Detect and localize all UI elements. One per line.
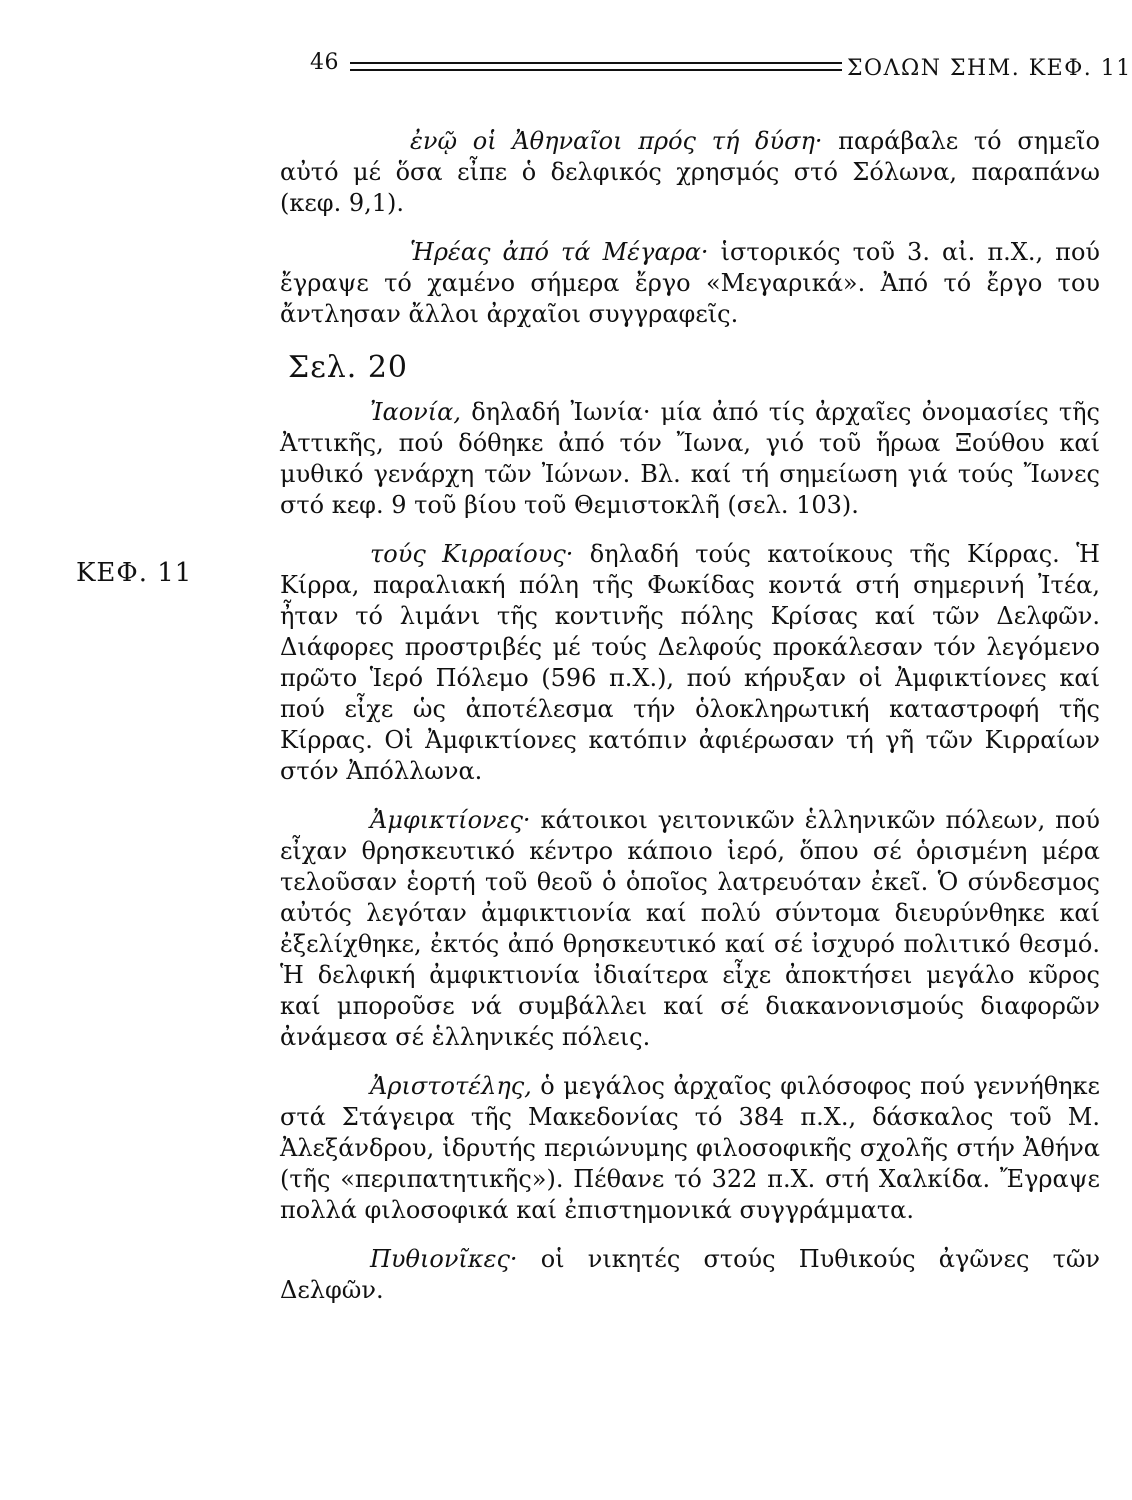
- note-text: δηλαδή τούς κατοίκους τῆς Κίρρας. Ἡ Κίρρα, παραλιακή πόλη τῆς Φωκίδας κοντά στή σημερινή Ἰτέα, ἦταν τό λιμάνι τῆς κοντινῆς πόλης Κρίσας καί τῶν Δελφῶν. Διάφορες προστριβές μέ τούς Δελφούς προκάλεσαν τόν λεγόμενο πρῶτο Ἱερό Πόλεμο (596 π.Χ.), πού κήρυξαν οἱ Ἀμφικτίονες καί πού εἶχε ὡς ἀποτέλεσμα τήν ὁλοκληρωτική καταστροφή τῆς Κίρρας. Οἱ Ἀμφικτίονες κατόπιν ἀφιέρωσαν τή γῆ τῶν Κιρραίων στόν Ἀπόλλωνα.: [280, 540, 1100, 785]
- note-term: ἐνῷ οἱ Ἀθηναῖοι πρός τή δύση·: [410, 127, 823, 155]
- margin-chapter-label: ΚΕΦ. 11: [76, 558, 193, 588]
- note-entry: [280, 1071, 1100, 1226]
- note-entry: [280, 539, 1100, 787]
- note-text: δηλαδή Ἰωνία· μία ἀπό τίς ἀρχαῖες ὀνομασίες τῆς Ἀττικῆς, πού δόθηκε ἀπό τόν Ἴωνα, γιό τοῦ ἥρωα Ξούθου καί μυθικό γενάρχη τῶν Ἰώνων. Βλ. καί τή σημείωση γιά τούς Ἴωνες στό κεφ. 9 τοῦ βίου τοῦ Θεμιστοκλῆ (σελ. 103).: [280, 398, 1100, 519]
- header-double-rule: [350, 62, 842, 71]
- note-term: Ἀμφικτίονες·: [370, 806, 531, 834]
- note-term: Ἀριστοτέλης,: [370, 1072, 532, 1100]
- running-title: ΣΟΛΩΝ ΣΗΜ. ΚΕΦ. 11: [847, 56, 1132, 81]
- note-entry: [280, 397, 1100, 521]
- note-entry: [280, 1244, 1100, 1306]
- notes-column: [280, 126, 1100, 1324]
- note-text: κάτοικοι γειτονικῶν ἑλληνικῶν πόλεων, πού εἶχαν θρησκευτικό κέντρο κάποιο ἱερό, ὅπου σέ ὁρισμένη μέρα τελοῦσαν ἑορτή τοῦ θεοῦ ὁ ὁποῖος λατρευόταν ἐκεῖ. Ὁ σύνδεσμος αὐτός λεγόταν ἀμφικτιονία καί πολύ σύντομα διευρύνθηκε καί ἐξελίχθηκε, ἐκτός ἀπό θρησκευτικό καί σέ ἰσχυρό πολιτικό θεσμό. Ἡ δελφική ἀμφικτιονία ἰδιαίτερα εἶχε ἀποκτήσει μεγάλο κῦρος καί μποροῦσε νά συμβάλλει καί σέ διακανονισμούς διαφορῶν ἀνάμεσα σέ ἑλληνικές πόλεις.: [280, 806, 1100, 1051]
- note-entry: [280, 805, 1100, 1053]
- note-text: παράβαλε τό σημεῖο αὐτό μέ ὅσα εἶπε ὁ δελφικός χρησμός στό Σόλωνα, παραπάνω (κεφ. 9,1).: [280, 127, 1100, 217]
- note-text: ἱστορικός τοῦ 3. αἰ. π.Χ., πού ἔγραψε τό χαμένο σήμερα ἔργο «Μεγαρικά». Ἀπό τό ἔργο του ἄντλησαν ἄλλοι ἀρχαῖοι συγγραφεῖς.: [280, 238, 1100, 328]
- running-header: [310, 48, 1132, 88]
- note-term: τούς Κιρραίους·: [370, 540, 574, 568]
- note-entry: [280, 126, 1100, 219]
- note-text: οἱ νικητές στούς Πυθικούς ἀγῶνες τῶν Δελφῶν.: [280, 1245, 1100, 1304]
- note-term: Πυθιονῖκες·: [370, 1245, 518, 1273]
- page-number: 46: [310, 50, 339, 75]
- section-heading: Σελ. 20: [288, 350, 409, 385]
- note-term: Ἰαονία,: [370, 398, 461, 426]
- note-entry: [280, 237, 1100, 330]
- note-text: ὁ μεγάλος ἀρχαῖος φιλόσοφος πού γεννήθηκε στά Στάγειρα τῆς Μακεδονίας τό 384 π.Χ., δάσκαλος τοῦ Μ. Ἀλεξάνδρου, ἱδρυτής περιώνυμης φιλοσοφικῆς σχολῆς στήν Ἀθήνα (τῆς «περιπατητικῆς»). Πέθανε τό 322 π.Χ. στή Χαλκίδα. Ἔγραψε πολλά φιλοσοφικά καί ἐπιστημονικά συγγράμματα.: [280, 1072, 1100, 1224]
- note-term: Ἡρέας ἀπό τά Μέγαρα·: [410, 238, 709, 266]
